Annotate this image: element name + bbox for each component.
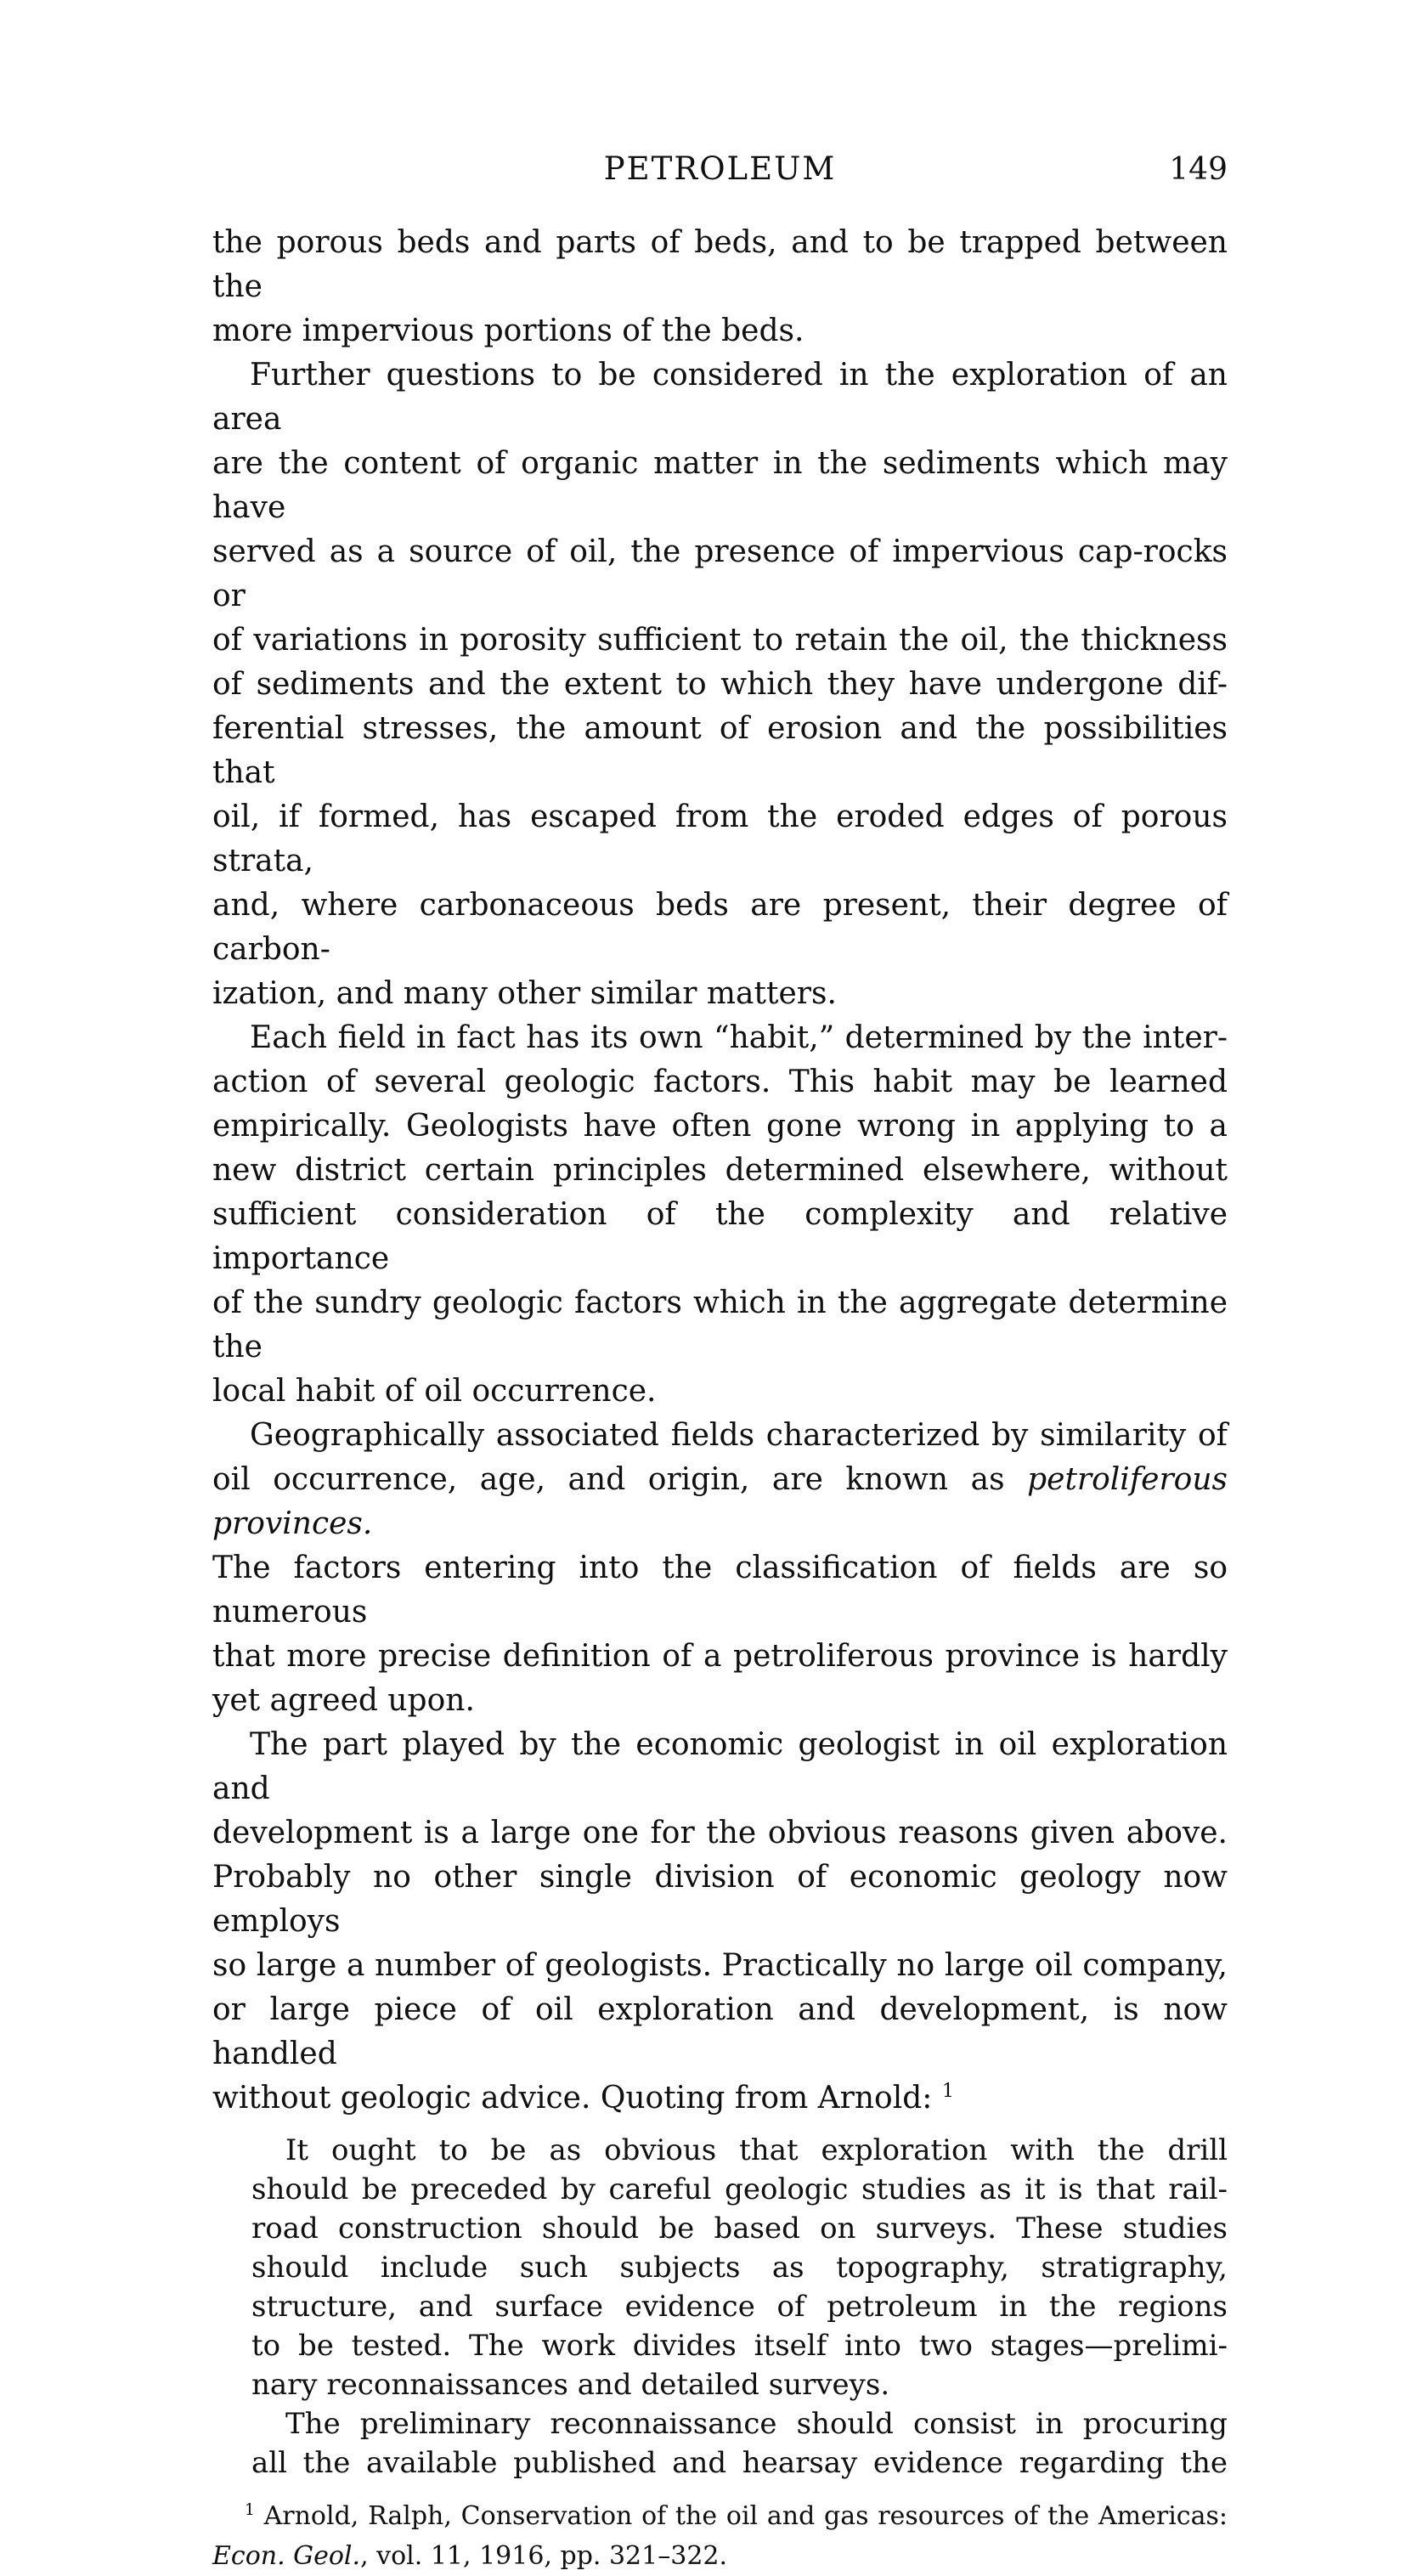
text-line — [212, 1635, 1228, 1679]
quote-paragraph-drill — [251, 2131, 1228, 2404]
text-line — [212, 353, 1228, 442]
text-segment: empirically. Geologists have often gone wrong in applying to a — [212, 1109, 1228, 1144]
text-line — [251, 2248, 1228, 2287]
text-segment: The part played by the economic geologist in oil exploration and — [212, 1727, 1228, 1806]
text-segment: new district certain principles determined elsewhere, without — [212, 1153, 1228, 1188]
text-line — [212, 2496, 1228, 2536]
text-line — [212, 795, 1228, 884]
text-line — [212, 1193, 1228, 1281]
text-line — [212, 1370, 1228, 1414]
text-segment: Probably no other single division of economic geology now employs — [212, 1860, 1228, 1939]
text-line — [212, 1414, 1228, 1458]
text-line — [212, 707, 1228, 795]
text-line — [212, 530, 1228, 619]
text-line — [251, 2443, 1228, 2483]
footnote-arnold — [212, 2496, 1228, 2576]
text-segment: local habit of oil occurrence. — [212, 1374, 657, 1409]
text-segment: to be tested. The work divides itself into two stages—prelimi- — [251, 2329, 1228, 2363]
text-line — [212, 1723, 1228, 1811]
text-line — [251, 2287, 1228, 2326]
page-content — [212, 221, 1228, 2576]
text-line — [212, 442, 1228, 530]
text-segment: Further questions to be considered in the exploration of an area — [212, 358, 1228, 437]
text-segment: of variations in porosity sufficient to retain the oil, the thickness — [212, 623, 1228, 658]
superscript-reference: 1 — [245, 2501, 255, 2519]
text-segment: sufficient consideration of the complexity and relative importance — [212, 1197, 1228, 1276]
text-line — [251, 2404, 1228, 2443]
text-segment: of the sundry geologic factors which in the aggregate determine the — [212, 1285, 1228, 1364]
text-line — [251, 2365, 1228, 2404]
text-segment: without geologic advice. Quoting from Arnold: — [212, 2081, 942, 2116]
page-number: 149 — [1169, 152, 1228, 187]
text-segment: and, where carbonaceous beds are present, their degree of carbon- — [212, 888, 1228, 967]
text-line — [212, 972, 1228, 1016]
text-segment: more impervious portions of the beds. — [212, 314, 804, 348]
text-line — [212, 1281, 1228, 1370]
running-title: PETROLEUM — [603, 150, 837, 187]
text-segment: oil, if formed, has escaped from the eroded edges of porous strata, — [212, 799, 1228, 878]
paragraph-each-field-habit — [212, 1016, 1228, 1414]
text-line — [212, 309, 1228, 353]
text-segment: It ought to be as obvious that exploration with the drill — [285, 2133, 1228, 2167]
text-segment: the porous beds and parts of beds, and to be trapped between the — [212, 225, 1228, 304]
text-line — [251, 2131, 1228, 2170]
text-segment: , vol. 11, 1916, pp. 321–322. — [360, 2541, 728, 2571]
text-segment: so large a number of geologists. Practically no large oil company, — [212, 1948, 1228, 1983]
page-header — [212, 150, 1228, 192]
quote-paragraph-preliminary — [251, 2404, 1228, 2483]
italic-text: Econ. Geol. — [212, 2541, 361, 2571]
text-line — [212, 619, 1228, 663]
paragraph-continuation — [212, 221, 1228, 353]
text-segment: of sediments and the extent to which they have undergone dif- — [212, 667, 1228, 702]
text-segment: The factors entering into the classification of fields are so numerous — [212, 1551, 1228, 1630]
text-segment: should be preceded by careful geologic studies as it is that rail- — [251, 2172, 1228, 2206]
text-line — [212, 221, 1228, 309]
text-segment: action of several geologic factors. This habit may be learned — [212, 1065, 1228, 1099]
text-line — [212, 1811, 1228, 1856]
paragraph-economic-geologist — [212, 1723, 1228, 2121]
paragraph-further-questions — [212, 353, 1228, 1016]
text-segment: Each field in fact has its own “habit,” determined by the inter- — [250, 1020, 1228, 1055]
text-line — [212, 1016, 1228, 1060]
text-line — [212, 1856, 1228, 1944]
text-segment: Geographically associated fields characterized by similarity of — [250, 1418, 1228, 1453]
text-line — [251, 2209, 1228, 2248]
text-segment: served as a source of oil, the presence of impervious cap-rocks or — [212, 534, 1228, 613]
text-line — [212, 663, 1228, 707]
paragraph-petroliferous-provinces — [212, 1414, 1228, 1723]
text-segment: oil occurrence, age, and origin, are known as — [212, 1462, 1028, 1497]
text-line — [212, 1546, 1228, 1635]
text-segment: structure, and surface evidence of petroleum in the regions — [251, 2290, 1228, 2324]
superscript-reference: 1 — [941, 2080, 955, 2102]
text-line — [212, 1104, 1228, 1149]
text-segment: ferential stresses, the amount of erosion and the possibilities that — [212, 711, 1228, 790]
text-line — [251, 2170, 1228, 2209]
text-segment: The preliminary reconnaissance should consist in procuring — [285, 2407, 1228, 2441]
text-line — [212, 1060, 1228, 1104]
text-segment: nary reconnaissances and detailed surveys. — [251, 2368, 890, 2402]
text-line — [212, 2076, 1228, 2121]
text-segment: or large piece of oil exploration and development, is now handled — [212, 1992, 1228, 2071]
italic-text: petroliferous provinces. — [212, 1462, 1228, 1541]
text-segment: are the content of organic matter in the sediments which may have — [212, 446, 1228, 525]
text-segment: yet agreed upon. — [212, 1683, 475, 1718]
text-line — [212, 1944, 1228, 1988]
text-line — [212, 884, 1228, 972]
text-segment: Arnold, Ralph, Conservation of the oil and gas resources of the Americas: — [254, 2501, 1228, 2531]
text-line — [212, 1458, 1228, 1546]
text-line — [251, 2326, 1228, 2365]
text-segment: all the available published and hearsay evidence regarding the — [251, 2446, 1228, 2480]
text-line — [212, 1679, 1228, 1723]
text-line — [212, 1149, 1228, 1193]
text-line — [212, 2536, 1228, 2576]
text-segment: ization, and many other similar matters. — [212, 976, 837, 1011]
text-segment: that more precise definition of a petroliferous province is hardly — [212, 1639, 1228, 1674]
text-segment: road construction should be based on surveys. These studies — [251, 2212, 1228, 2246]
text-segment: should include such subjects as topography, stratigraphy, — [251, 2251, 1228, 2285]
text-line — [212, 1988, 1228, 2076]
text-segment: development is a large one for the obvious reasons given above. — [212, 1816, 1228, 1850]
